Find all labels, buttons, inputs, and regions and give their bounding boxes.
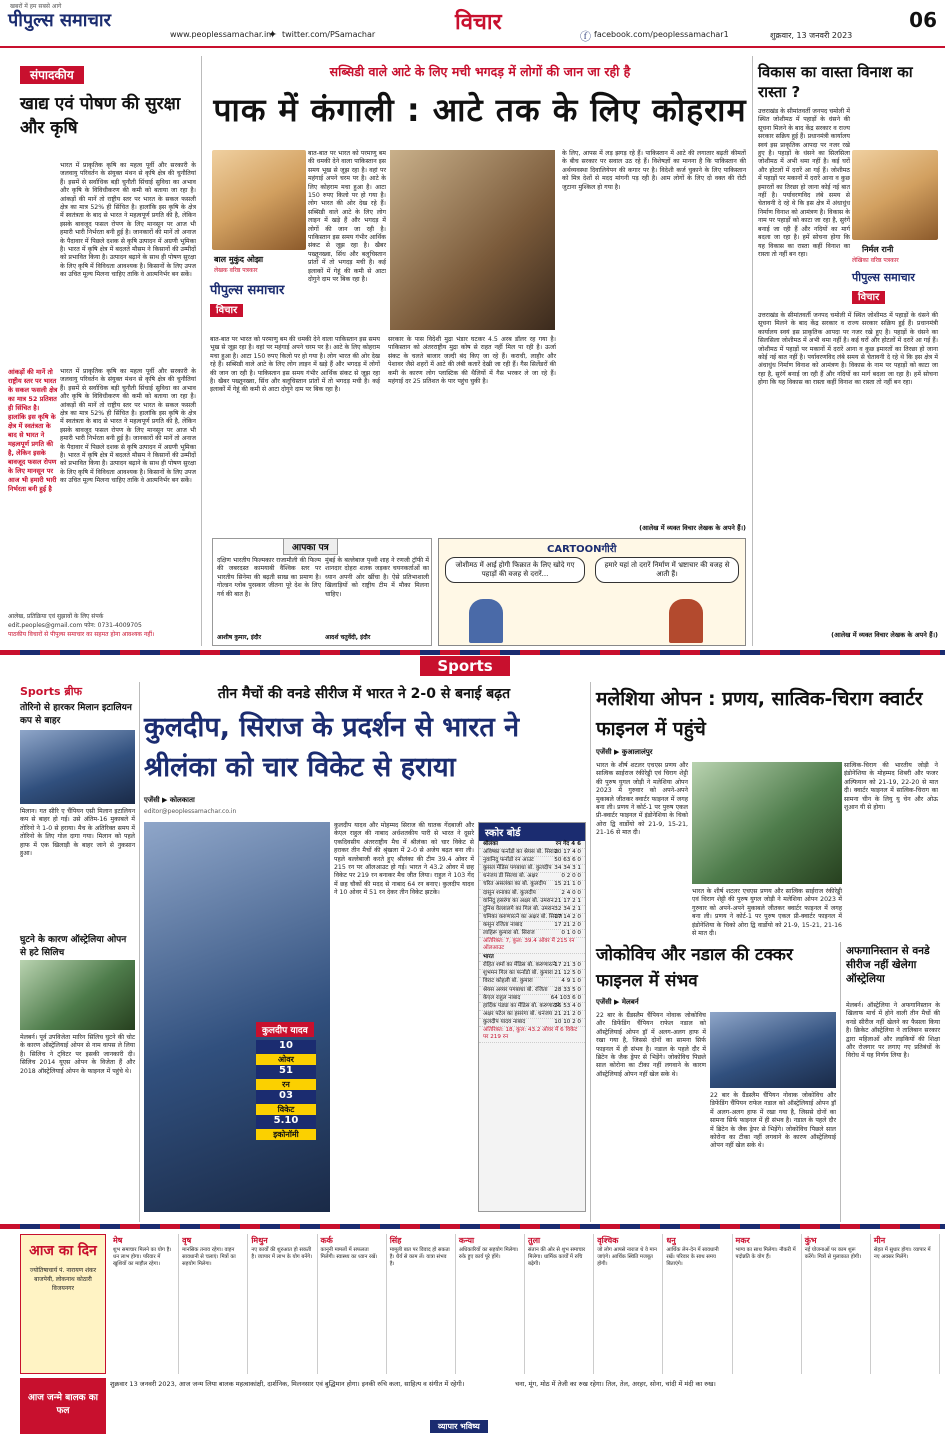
scoreboard-row xyxy=(479,906,585,914)
scoreboard-figures: 20 17 4 0 xyxy=(554,849,581,856)
scoreboard-title: स्कोर बोर्ड xyxy=(479,823,585,841)
cartoon-figure-left xyxy=(469,599,503,643)
editorial-title: खाद्य एवं पोषण की सुरक्षा और कृषि xyxy=(20,94,181,138)
tennis-photo xyxy=(710,1012,836,1088)
scoreboard-row xyxy=(479,1011,585,1019)
letters-box xyxy=(212,538,432,646)
sports-photo xyxy=(144,822,330,1212)
afghan-body: मेलबर्न। ऑस्ट्रेलिया ने अफगानिस्तान के खिलाफ मार्च में होने वाली तीन मैचों की वनडे सीरीज नहीं खेलने का फैसला किया है। क्रिकेट ऑस्ट्रेलिया ने तालिबान सरकार द्वारा महिलाओं और लड़कियों की शिक्षा और रोजगार पर लगाए गए प्रतिबंधों के विरोध में यह निर्णय लिया है। xyxy=(846,1002,940,1060)
horoscope-stripe xyxy=(0,1224,945,1229)
lead-title: पाक में कंगाली : आटे तक के लिए कोहराम xyxy=(213,91,747,129)
twitter-link[interactable]: twitter.com/PSamachar xyxy=(282,30,376,39)
letter-two: मुंबई के बल्लेबाज पृथ्वी शाह ने रणजी ट्रॉफी में शानदार दोहरा शतक जड़कर चयनकर्ताओं का ध्यान अपनी ओर खींचा है। ऐसे प्रतिभाशाली खिलाड़ियों को राष्ट्रीय टीम में मौका मिलना चाहिए। xyxy=(325,557,429,598)
sports-body: कुलदीप यादव और मोहम्मद सिराज की घातक गेंदबाजी और केएल राहुल की नाबाद अर्धशतकीय पारी से भारत ने दूसरे एकदिवसीय अंतरराष्ट्रीय मैच में श्रीलंका को चार विकेट से हराकर तीन मैचों की श्रृंखला में 2-0 से अजेय बढ़त बना ली। पहले बल्लेबाजी करते हुए श्रीलंका की टीम 39.4 ओवर में 215 रन पर ऑलआउट हो गई। भारत ने 43.2 ओवर में छह विकेट पर 219 रन बनाकर मैच जीत लिया। राहुल ने 103 गेंद में छह चौकों की मदद से नाबाद 64 रन बनाए। कुलदीप यादव ने 10 ओवर में 51 रन देकर तीन विकेट झटके। xyxy=(334,822,474,897)
scoreboard-figures: 2 4 0 0 xyxy=(561,889,581,896)
editorial-footer-disclaimer: पाठकीय विचारों से पीपुल्स समाचार का सहमत होना आवश्यक नहीं। xyxy=(8,631,155,638)
stat-value: 03 xyxy=(256,1090,316,1104)
stat-value: 10 xyxy=(256,1040,316,1054)
rashi-card xyxy=(871,1234,940,1374)
right-brand-badge xyxy=(852,270,942,304)
stats-panel xyxy=(256,1040,316,1140)
right-author-role: लेखिका वरिष्ठ पत्रकार xyxy=(852,257,899,264)
scoreboard-player: नुवानिदु फर्नांडो रन आउट xyxy=(483,857,534,864)
lead-body-col2: सरकार के पास विदेशी मुद्रा भंडार घटकर 4.5 अरब डॉलर रह गया है। पाकिस्तान को अंतरराष्ट्रीय मुद्रा कोष से राहत नहीं मिल पा रही है। ऊर्जा संकट के चलते बाजार जल्दी बंद किए जा रहे हैं। कराची, लाहौर और पेशावर जैसे शहरों में आटे की लंबी कतारें देखी जा रही हैं। गैस सिलेंडरों की कमी के कारण लोग प्लास्टिक की थैलियों में गैस भरकर ले जा रहे हैं। महंगाई दर 25 प्रतिशत के पार पहुंच चुकी है। xyxy=(388,336,556,386)
editorial-body-cont: भारत में प्राकृतिक कृषि का महत्व पूर्वी और सरकारी के जलवायु परिवर्तन के संयुक्त मंथन से कृषि क्षेत्र की चुनौतियां हैं। इसमें से सर्वाधिक बड़ी चुनौती सिंचाई सुविधा का अभाव और कृषि के विविधीकरण की कमी को बताया जा रहा है। आंकड़ों की मानें तो राष्ट्रीय स्तर पर भारत के सकल फसली क्षेत्र का मात्र 52% ही सिंचित है। हालांकि इस कृषि के क्षेत्र में स्वतंत्रता के बाद से भारत ने महत्वपूर्ण प्रगति की है, लेकिन इसके बावजूद फसल रोपण के लिए मानसून पर आज भी हमारी भारी निर्भरता बनी हुई है। जानकारों की मानें तो अनाज के पैदावार में पिछले दशक से कृषि उत्पादन में अग्रणी भूमिका है। भारत में कृषि क्षेत्र में बदलते मौसम ने किसानों की उम्मीदों को प्रभावित किया है। उत्पादन बढ़ाने के साथ ही पोषण सुरक्षा के लिए कृषि में विविधता आवश्यक है। किसानों के लिए उपज का उचित मूल्य मिलना चाहिए ताकि वे आत्मनिर्भर बन सकें। xyxy=(60,368,196,485)
scoreboard-figures: 21 17 2 1 xyxy=(554,897,581,904)
scoreboard-player: चमिका करुणारत्ने का अक्षर बो. सिराज xyxy=(483,913,563,920)
scoreboard-figures: 10 10 2 0 xyxy=(554,1018,581,1025)
sports-photo-caption: कुलदीप यादव xyxy=(256,1022,314,1037)
scoreboard-player: अविष्का फर्नांडो का श्रेयस बो. सिराज xyxy=(483,849,558,856)
rashi-text: भाग्य का साथ मिलेगा। नौकरी में पदोन्नति के योग हैं। xyxy=(735,1247,796,1260)
scoreboard-player: अक्षर पटेल का हसरंगा बो. धनंजय xyxy=(483,1010,552,1017)
sports-stripe xyxy=(0,650,945,655)
stat-value: 5.10 xyxy=(256,1115,316,1129)
horoscope-subtitle: ज्योतिषाचार्य पं. नारायण शंकर बाजपेयी, लोकनाथ कोठारी विजयनगर xyxy=(29,1267,97,1292)
column-divider xyxy=(139,682,140,1222)
brief1-body: मिलान। गत सीरि ए चैंपियन एसी मिलान इटालियन कप से बाहर हो गई। उसे अंतिम-16 मुकाबले में तोरिनो ने 1-0 से हराया। मैच के अतिरिक्त समय में तोरिनो के लिए गोल दागा गया। मिलान को पहले हाफ में एक खिलाड़ी के बाहर जाने से नुकसान हुआ। xyxy=(20,808,135,858)
scoreboard-row xyxy=(479,978,585,986)
scoreboard-row xyxy=(479,881,585,889)
cartoon-bubble-right: हमारे यहां तो दरारें निर्माण में भ्रष्टाचार की वजह से आती हैं। xyxy=(595,557,739,583)
scoreboard-team1: श्रीलंका xyxy=(483,841,498,847)
brief2-photo xyxy=(20,960,135,1030)
lead-body-col1: बात-बात पर भारत को परमाणु बम की धमकी देने वाला पाकिस्तान इस समय भूख से जूझ रहा है। वहां पर महंगाई अपने चरम पर है। आटे के लिए कोहराम मचा हुआ है। आटा 150 रुपए किलो पर हो गया है। लोग भारत की ओर देख रहे हैं। सब्सिडी वाले आटे के लिए लोग लाइन में खड़े हैं और भगदड़ में लोगों की जान जा रही है। पाकिस्तान इस समय गंभीर आर्थिक संकट से जूझ रहा है। खैबर पख्तूनख्वा, सिंध और बलूचिस्तान प्रांतों में तो भगदड़ मची है। कई इलाकों में गेहूं की कमी से आटा दोगुने दाम पर बिक रहा है। xyxy=(210,336,380,394)
scoreboard-figures: 17 21 2 0 xyxy=(554,921,581,928)
afghan-title: अफगानिस्तान से वनडे सीरीज नहीं खेलेगा ऑस्ट्रेलिया xyxy=(846,945,930,985)
sports-title: कुलदीप, सिराज के प्रदर्शन से भारत ने श्रीलंका को चार विकेट से हराया xyxy=(144,712,520,783)
rashi-text: मामूली बात पर विवाद हो सकता है। धैर्य से काम लें। यात्रा संभव है। xyxy=(389,1247,450,1267)
brief1-photo xyxy=(20,730,135,804)
rashi-name: वृश्चिक xyxy=(597,1236,619,1245)
facebook-icon: ⓕ xyxy=(580,30,591,43)
scoreboard-figures: 0 1 0 0 xyxy=(561,930,581,937)
tennis-body-cont: 22 बार के ग्रैंडस्लैम चैंपियन नोवाक जोकोविच और डिफेंडिंग चैंपियन राफेल नडाल को ऑस्ट्रेलियाई ओपन ड्रॉ में अलग-अलग हाफ में रखा गया है, जिससे दोनों का सामना सिर्फ फाइनल में ही संभव है। नडाल के पहले दौर में ब्रिटेन के जैक ड्रेपर से भिड़ेंगे। जोकोविच पिछले साल कोरोना का टीका नहीं लगवाने के कारण ऑस्ट्रेलियाई ओपन नहीं खेल सके थे। xyxy=(710,1092,836,1150)
column-divider xyxy=(840,942,841,1222)
column-divider xyxy=(201,56,202,646)
rashi-text: जो लोग आपसे नाराज थे वे मान जाएंगे। आर्थिक स्थिति मजबूत होगी। xyxy=(597,1247,657,1267)
scoreboard-cols: रन गेंद 4 6 xyxy=(555,841,581,847)
scoreboard-extra2: अतिरिक्त: 18, कुल: 43.2 ओवर में 6 विकेट पर 219 रन xyxy=(479,1027,585,1043)
market-title: व्यापार भविष्य xyxy=(430,1420,488,1433)
rashi-card xyxy=(594,1234,663,1374)
website-link[interactable]: www.peoplessamachar.in xyxy=(170,30,272,39)
cartoon-panel xyxy=(438,538,746,646)
horoscope-grid xyxy=(110,1234,940,1374)
rashi-name: मेष xyxy=(113,1236,123,1245)
sports-kicker: तीन मैचों की वनडे सीरीज में भारत ने 2-0 से बनाई बढ़त xyxy=(217,686,511,702)
tennis-title: जोकोविच और नडाल की टक्कर फाइनल में संभव xyxy=(596,945,793,991)
sports-brief-tag: Sports ब्रीफ xyxy=(20,685,83,698)
stat-value: 51 xyxy=(256,1065,316,1079)
letter-one-signature: आशीष कुमार, इंदौर xyxy=(217,634,262,641)
lead-badge-brand: पीपुल्स समाचार xyxy=(210,283,285,298)
scoreboard-player: केएल राहुल नाबाद xyxy=(483,994,521,1001)
scoreboard-player: कसुन रजिता नाबाद xyxy=(483,921,523,928)
scoreboard-team1-header xyxy=(479,841,585,849)
rashi-card xyxy=(387,1234,456,1374)
scoreboard-player: दुनिथ वेल्लालगे का गिल बो. उमरान xyxy=(483,905,555,912)
right-body: उत्तराखंड के सीमांतवर्ती जनपद चमोली में स्थित जोशीमठ में पहाड़ों के धंसने की सूचना मिलने के बाद केंद्र सरकार व राज्य सरकार सक्रिय हुई हैं। प्रधानमंत्री कार्यालय स्वयं इस प्राकृतिक आपदा पर नजर रखे हुए है। पहाड़ों के धंसने का सिलसिला जोशीमठ में अभी थमा नहीं है। कई घरों और होटलों में दरारें आ गई हैं। जोशीमठ में पहाड़ों पर मकानों में दरारें आना व कुछ इमारतों का तिरछा हो जाना कोई नई बात नहीं है। पर्यावरणविद लंबे समय से चेतावनी दे रहे थे कि इस क्षेत्र में अंधाधुंध निर्माण विनाश को आमंत्रण है। विकास के नाम पर पहाड़ों को काटा जा रहा है, सुरंगें बनाई जा रही हैं और नदियों का मार्ग बदला जा रहा है। हमें सोचना होगा कि यह विकास का रास्ता कहीं विनाश का रास्ता तो नहीं बन रहा। xyxy=(758,312,938,387)
lead-disclaimer: (आलेख में व्यक्त विचार लेखक के अपने हैं।) xyxy=(639,524,746,532)
scoreboard-figures: 4 9 1 0 xyxy=(561,978,581,985)
right-disclaimer: (आलेख में व्यक्त विचार लेखक के अपने हैं।) xyxy=(831,631,938,639)
masthead-tagline: खबरों में हम सबसे आगे xyxy=(10,3,62,10)
editorial-pullquote: आंकड़ों की मानें तो राष्ट्रीय स्तर पर भारत के सकल फसली क्षेत्र का मात्र 52 प्रतिशत ही सिंचित है। हालांकि इस कृषि के क्षेत्र में स्वतंत्रता के बाद से भारत ने महत्वपूर्ण प्रगति की है, लेकिन इसके बावजूद फसल रोपण के लिए मानसून पर आज भी हमारी भारी निर्भरता बनी हुई है xyxy=(8,368,58,493)
lead-photo xyxy=(390,150,555,330)
scoreboard-player: हार्दिक पंड्या का मेंडिस बो. करुणारत्ने xyxy=(483,1002,560,1009)
scoreboard-figures: 15 21 1 0 xyxy=(554,881,581,888)
column-divider xyxy=(752,56,753,646)
stat-label: ओवर xyxy=(256,1054,316,1065)
scoreboard-figures: 32 34 2 1 xyxy=(554,905,581,912)
scoreboard xyxy=(478,822,586,1212)
scoreboard-row xyxy=(479,898,585,906)
editorial-footer-line1: आलेख, प्रतिक्रिया एवं सुझावों के लिए संपर्क xyxy=(8,613,104,620)
scoreboard-row xyxy=(479,987,585,995)
rashi-card xyxy=(110,1234,179,1374)
brief2-title: घुटने के कारण ऑस्ट्रेलिया ओपन से हटे सिलिच xyxy=(20,935,127,958)
editorial-tag-wrap xyxy=(20,64,190,84)
scoreboard-player: वानिंदु हसरंगा का अक्षर बो. उमरान xyxy=(483,897,554,904)
scoreboard-row xyxy=(479,995,585,1003)
rashi-card xyxy=(733,1234,802,1374)
right-badge-label: विचार xyxy=(852,291,885,304)
cartoon-title: CARTOONगीरी xyxy=(547,544,617,555)
rashi-name: धनु xyxy=(666,1236,676,1245)
rashi-card xyxy=(456,1234,525,1374)
scoreboard-figures: 64 103 6 0 xyxy=(550,994,581,1001)
page-number: 06 xyxy=(909,8,937,32)
scoreboard-player: कुसल मेंडिस पगबाधा बो. कुलदीप xyxy=(483,865,552,872)
kids-text: शुक्रवार 13 जनवरी 2023, आज जन्म लिया बालक महत्वाकांक्षी, दार्शनिक, मिलनसार एवं बुद्धिमान होगा। इनकी रुचि कला, साहित्य व संगीत में रहेगी। xyxy=(110,1380,465,1388)
lead-kicker: सब्सिडी वाले आटे के लिए मची भगदड़ में लोगों की जान जा रही है xyxy=(329,64,631,79)
rashi-name: सिंह xyxy=(389,1236,402,1245)
stat-label: रन xyxy=(256,1079,316,1090)
tennis-body: 22 बार के ग्रैंडस्लैम चैंपियन नोवाक जोकोविच और डिफेंडिंग चैंपियन राफेल नडाल को ऑस्ट्रेलियाई ओपन ड्रॉ में अलग-अलग हाफ में रखा गया है, जिससे दोनों का सामना सिर्फ फाइनल में ही संभव है। नडाल के पहले दौर में ब्रिटेन के जैक ड्रेपर से भिड़ेंगे। जोकोविच पिछले साल कोरोना का टीका नहीं लगवाने के कारण ऑस्ट्रेलियाई ओपन नहीं खेल सके थे। xyxy=(596,1012,706,1078)
scoreboard-row xyxy=(479,930,585,938)
malaysia-caption: सात्विक-चिराग की भारतीय जोड़ी ने इंडोनेशिया के मोहम्मद शिबरी और फजर अल्फियान को 21-19, 22-20 से मात दी। क्वार्टर फाइनल में सात्विक-चिराग का सामना चीन के लियु यु चेन और ओऊ शुआन यी से होगा। xyxy=(844,762,938,812)
sports-byline: एजेंसी ▶ कोलकाता xyxy=(144,796,195,804)
rashi-text: मानसिक तनाव रहेगा। वाहन सावधानी से चलाएं। मित्रों का सहयोग मिलेगा। xyxy=(182,1247,236,1267)
letter-one: दक्षिण भारतीय फिल्मकार राजामौली की फिल्म की जबरदस्त कामयाबी वैश्विक स्तर पर भारतीय सिनेमा की बढ़ती साख का प्रमाण है। गोल्डन ग्लोब पुरस्कार जीतना पूरे देश के लिए गर्व की बात है। xyxy=(217,557,321,598)
right-body-intro: उत्तराखंड के सीमांतवर्ती जनपद चमोली में स्थित जोशीमठ में पहाड़ों के धंसने की सूचना मिलने के बाद केंद्र सरकार व राज्य सरकार सक्रिय हुई हैं। प्रधानमंत्री कार्यालय स्वयं इस प्राकृतिक आपदा पर नजर रखे हुए है। पहाड़ों के धंसने का सिलसिला जोशीमठ में अभी थमा नहीं है। कई घरों और होटलों में दरारें आ गई हैं। जोशीमठ में पहाड़ों पर मकानों में दरारें आना व कुछ इमारतों का तिरछा हो जाना कोई नई बात नहीं है। पर्यावरणविद लंबे समय से चेतावनी दे रहे थे कि इस क्षेत्र में अंधाधुंध निर्माण विनाश को आमंत्रण है। विकास के नाम पर पहाड़ों को काटा जा रहा है, सुरंगें बनाई जा रही हैं और नदियों का मार्ग बदला जा रहा है। हमें सोचना होगा कि यह विकास का रास्ता कहीं विनाश का रास्ता तो नहीं बन रहा। xyxy=(758,108,850,258)
editorial-body: भारत में प्राकृतिक कृषि का महत्व पूर्वी और सरकारी के जलवायु परिवर्तन के संयुक्त मंथन से कृषि क्षेत्र की चुनौतियां हैं। इसमें से सर्वाधिक बड़ी चुनौती सिंचाई सुविधा का अभाव और कृषि के विविधीकरण की कमी को बताया जा रहा है। आंकड़ों की मानें तो राष्ट्रीय स्तर पर भारत के सकल फसली क्षेत्र का मात्र 52% ही सिंचित है। हालांकि इस कृषि के क्षेत्र में स्वतंत्रता के बाद से भारत ने महत्वपूर्ण प्रगति की है, लेकिन इसके बावजूद फसल रोपण के लिए मानसून पर आज भी हमारी भारी निर्भरता बनी हुई है। जानकारों की मानें तो अनाज के पैदावार में पिछले दशक से कृषि उत्पादन में अग्रणी भूमिका है। भारत में कृषि क्षेत्र में बदलते मौसम ने किसानों की उम्मीदों को प्रभावित किया है। उत्पादन बढ़ाने के साथ ही पोषण सुरक्षा के लिए कृषि में विविधता आवश्यक है। किसानों के लिए उपज का उचित मूल्य मिलना चाहिए ताकि वे आत्मनिर्भर बन सकें। xyxy=(60,162,196,279)
scoreboard-row xyxy=(479,849,585,857)
rashi-text: सेहत में सुधार होगा। व्यापार में नए अवसर मिलेंगे। xyxy=(873,1247,931,1260)
editorial-footer xyxy=(8,612,198,639)
rashi-name: मिथुन xyxy=(251,1236,268,1245)
column-divider xyxy=(590,682,591,1222)
rashi-name: मीन xyxy=(873,1236,886,1245)
rashi-card xyxy=(802,1234,871,1374)
scoreboard-figures: 0 2 0 0 xyxy=(561,873,581,880)
scoreboard-row xyxy=(479,922,585,930)
right-author-name: निर्मल रानी xyxy=(862,245,894,254)
scoreboard-player: श्रेयस अय्यर पगबाधा बो. रजिता xyxy=(483,986,548,993)
issue-date: शुक्रवार, 13 जनवरी 2023 xyxy=(770,31,853,40)
letters-title: आपका पत्र xyxy=(283,538,338,555)
scoreboard-figures: 50 63 6 0 xyxy=(554,857,581,864)
brief2-body: मेलबर्न। पूर्व उपविजेता मारिन सिलिच घुटने की चोट के कारण ऑस्ट्रेलियाई ओपन से नाम वापस ले लिया है। सिलिच ने ट्विटर पर इसकी जानकारी दी। सिलिच 2014 यूएस ओपन के विजेता हैं और 2018 ऑस्ट्रेलियाई ओपन के फाइनल में पहुंचे थे। xyxy=(20,1034,135,1075)
scoreboard-player: लाहिरू कुमारा बो. सिराज xyxy=(483,930,535,937)
right-author-photo xyxy=(852,150,938,240)
kids-title: आज जन्मे बालक का फल xyxy=(20,1378,106,1434)
malaysia-body: भारत के शीर्ष शटलर एचएस प्रणय और सात्विक साईराज रंकीरेड्डी एवं चिराग शेट्टी की पुरुष युगल जोड़ी ने मलेशिया ओपन 2023 में गुरुवार को अपने-अपने मुकाबले जीतकर क्वार्टर फाइनल में जगह बना ली। प्रणय ने कोर्ट-1 पर पुरुष एकल प्री-क्वार्टर फाइनल में इंडोनेशिया के चिको ओरा द्वि वार्डोयो को 21-9, 15-21, 21-16 से मात दी। xyxy=(596,762,688,837)
brief1-title: तोरिनो से हारकर मिलान इटालियन कप से बाहर xyxy=(20,703,132,726)
editorial-footer-email: edit.peoples@gmail.com फोन: 0731-4009705 xyxy=(8,622,142,629)
scoreboard-figures: 34 34 3 1 xyxy=(554,865,581,872)
scoreboard-player: शुभमन गिल का फर्नांडो बो. कुमारा xyxy=(483,970,553,977)
twitter-icon: ✦ xyxy=(268,28,278,41)
cartoon-figure-right xyxy=(669,599,703,643)
rashi-text: नई योजनाओं पर काम शुरू करेंगे। मित्रों से मुलाकात होगी। xyxy=(804,1247,862,1260)
rashi-text: आर्थिक लेन-देन में सावधानी रखें। परिवार के साथ समय बिताएंगे। xyxy=(666,1247,719,1267)
rashi-name: कुंभ xyxy=(804,1236,817,1245)
horoscope-title: आज का दिन xyxy=(29,1243,97,1259)
scoreboard-figures: 28 33 5 0 xyxy=(554,986,581,993)
scoreboard-figures: 21 12 5 0 xyxy=(554,970,581,977)
stat-label: विकेट xyxy=(256,1104,316,1115)
lead-badge-label: विचार xyxy=(210,304,243,317)
brand-logo: पीपुल्स समाचार xyxy=(8,10,111,31)
scoreboard-player: कुलदीप यादव नाबाद xyxy=(483,1018,526,1025)
section-title: विचार xyxy=(455,10,502,35)
sports-label: Sports xyxy=(420,656,510,676)
malaysia-byline: एजेंसी ▶ कुआलालंपुर xyxy=(596,748,653,756)
rashi-name: तुला xyxy=(528,1236,541,1245)
rashi-name: कर्क xyxy=(320,1236,333,1245)
scoreboard-player: विराट कोहली बो. कुमारा xyxy=(483,978,533,985)
rashi-name: वृष xyxy=(182,1236,192,1245)
scoreboard-figures: 17 21 3 0 xyxy=(554,962,581,969)
rashi-card xyxy=(179,1234,248,1374)
stat-label: इकोनॉमी xyxy=(256,1129,316,1140)
scoreboard-extra1: अतिरिक्त: 7, कुल: 39.4 ओवर में 215 रन ऑलआउट xyxy=(479,938,585,954)
scoreboard-player: दासुन शनाका बो. कुलदीप xyxy=(483,889,536,896)
rashi-text: संतान की ओर से शुभ समाचार मिलेगा। धार्मिक कार्यों में रुचि बढ़ेगी। xyxy=(528,1247,586,1267)
cartoon-bubble-left: जोशीमठ में आई होगी फिक्रात के लिए खोदे गए पहाड़ों की वजह से दरारें... xyxy=(445,557,585,583)
masthead xyxy=(0,0,945,48)
rashi-text: अधिकारियों का सहयोग मिलेगा। रुके हुए कार्य पूरे होंगे। xyxy=(458,1247,519,1260)
lead-author-role: लेखक वरिष्ठ पत्रकार xyxy=(214,267,258,274)
tennis-byline: एजेंसी ▶ मेलबर्न xyxy=(596,998,639,1006)
rashi-text: कानूनी मामलों में सफलता मिलेगी। स्वास्थ्य का ध्यान रखें। xyxy=(320,1247,378,1260)
rashi-card xyxy=(248,1234,317,1374)
scoreboard-player: चरित असलंका का बो. कुलदीप xyxy=(483,881,547,888)
scoreboard-row xyxy=(479,914,585,922)
scoreboard-row xyxy=(479,1003,585,1011)
scoreboard-rows-team2 xyxy=(479,962,585,1027)
scoreboard-row xyxy=(479,1019,585,1027)
sports-email: editor@peoplessamachar.co.in xyxy=(144,808,237,815)
right-badge-brand: पीपुल्स समाचार xyxy=(852,271,915,284)
editorial-tag: संपादकीय xyxy=(20,66,84,84)
rashi-card xyxy=(663,1234,732,1374)
malaysia-title: मलेशिया ओपन : प्रणय, सात्विक-चिराग क्वार्टर फाइनल में पहुंचे xyxy=(596,688,923,740)
rashi-text: शुभ समाचार मिलने का योग है। धन लाभ होगा। परिवार में खुशियों का माहौल रहेगा। xyxy=(113,1247,172,1267)
scoreboard-figures: 21 21 2 0 xyxy=(554,1010,581,1017)
rashi-name: कन्या xyxy=(458,1236,475,1245)
author-photo xyxy=(212,150,306,250)
scoreboard-player: रोहित शर्मा का मेंडिस बो. करुणारत्ने xyxy=(483,962,556,969)
letter-two-signature: आदर्श चतुर्वेदी, इंदौर xyxy=(325,634,371,641)
facebook-link[interactable]: facebook.com/peoplessamachar1 xyxy=(594,30,729,39)
right-title: विकास का वास्ता विनाश का रास्ता ? xyxy=(758,63,913,101)
lead-body-intro: बात-बात पर भारत को परमाणु बम की धमकी देने वाला पाकिस्तान इस समय भूख से जूझ रहा है। वहां पर महंगाई अपने चरम पर है। आटे के लिए कोहराम मचा हुआ है। आटा 150 रुपए किलो पर हो गया है। लोग भारत की ओर देख रहे हैं। सब्सिडी वाले आटे के लिए लोग लाइन में खड़े हैं और भगदड़ में लोगों की जान जा रही है। पाकिस्तान इस समय गंभीर आर्थिक संकट से जूझ रहा है। खैबर पख्तूनख्वा, सिंध और बलूचिस्तान प्रांतों में तो भगदड़ मची है। कई इलाकों में गेहूं की कमी से आटा दोगुने दाम पर बिक रहा है। xyxy=(308,150,386,284)
rashi-card xyxy=(525,1234,594,1374)
malaysia-photo xyxy=(692,762,842,884)
malaysia-body-cont: भारत के शीर्ष शटलर एचएस प्रणय और सात्विक साईराज रंकीरेड्डी एवं चिराग शेट्टी की पुरुष युगल जोड़ी ने मलेशिया ओपन 2023 में गुरुवार को अपने-अपने मुकाबले जीतकर क्वार्टर फाइनल में जगह बना ली। प्रणय ने कोर्ट-1 पर पुरुष एकल प्री-क्वार्टर फाइनल में इंडोनेशिया के चिको ओरा द्वि वार्डोयो को 21-9, 15-21, 21-16 से मात दी। xyxy=(692,888,842,938)
scoreboard-figures: 17 14 2 0 xyxy=(554,913,581,920)
market-text: चना, मूंग, मोठ में तेजी का रुख रहेगा। तिल, तेल, अरहर, सोना, चांदी में मंदी का रुख। xyxy=(515,1380,716,1388)
scoreboard-team2: भारत xyxy=(479,954,585,962)
scoreboard-player: धनंजय डी सिल्वा बो. अक्षर xyxy=(483,873,538,880)
lead-body-col3: के लिए, आपस में लड़ झगड़ रहे हैं। पाकिस्तान में आटे की लगातार बढ़ती कीमतों के बीच सरकार पर सवाल उठ रहे हैं। विशेषज्ञों का मानना है कि पाकिस्तान की अर्थव्यवस्था दिवालियेपन की कगार पर है। विदेशी कर्ज चुकाने के लिए पाकिस्तान को मित्र देशों से मदद मांगनी पड़ रही है। आम लोगों के लिए दो वक्त की रोटी जुटाना मुश्किल हो गया है। xyxy=(562,150,746,191)
lead-author-name: बाल मुकुंद ओझा xyxy=(214,255,264,264)
scoreboard-row xyxy=(479,890,585,898)
rashi-text: नए कार्यों की शुरुआत हो सकती है। व्यापार में लाभ के योग बनेंगे। xyxy=(251,1247,313,1260)
scoreboard-rows-team1 xyxy=(479,849,585,938)
rashi-name: मकर xyxy=(735,1236,750,1245)
rashi-card xyxy=(318,1234,387,1374)
horoscope-title-box xyxy=(20,1234,106,1374)
scoreboard-figures: 36 53 4 0 xyxy=(554,1002,581,1009)
